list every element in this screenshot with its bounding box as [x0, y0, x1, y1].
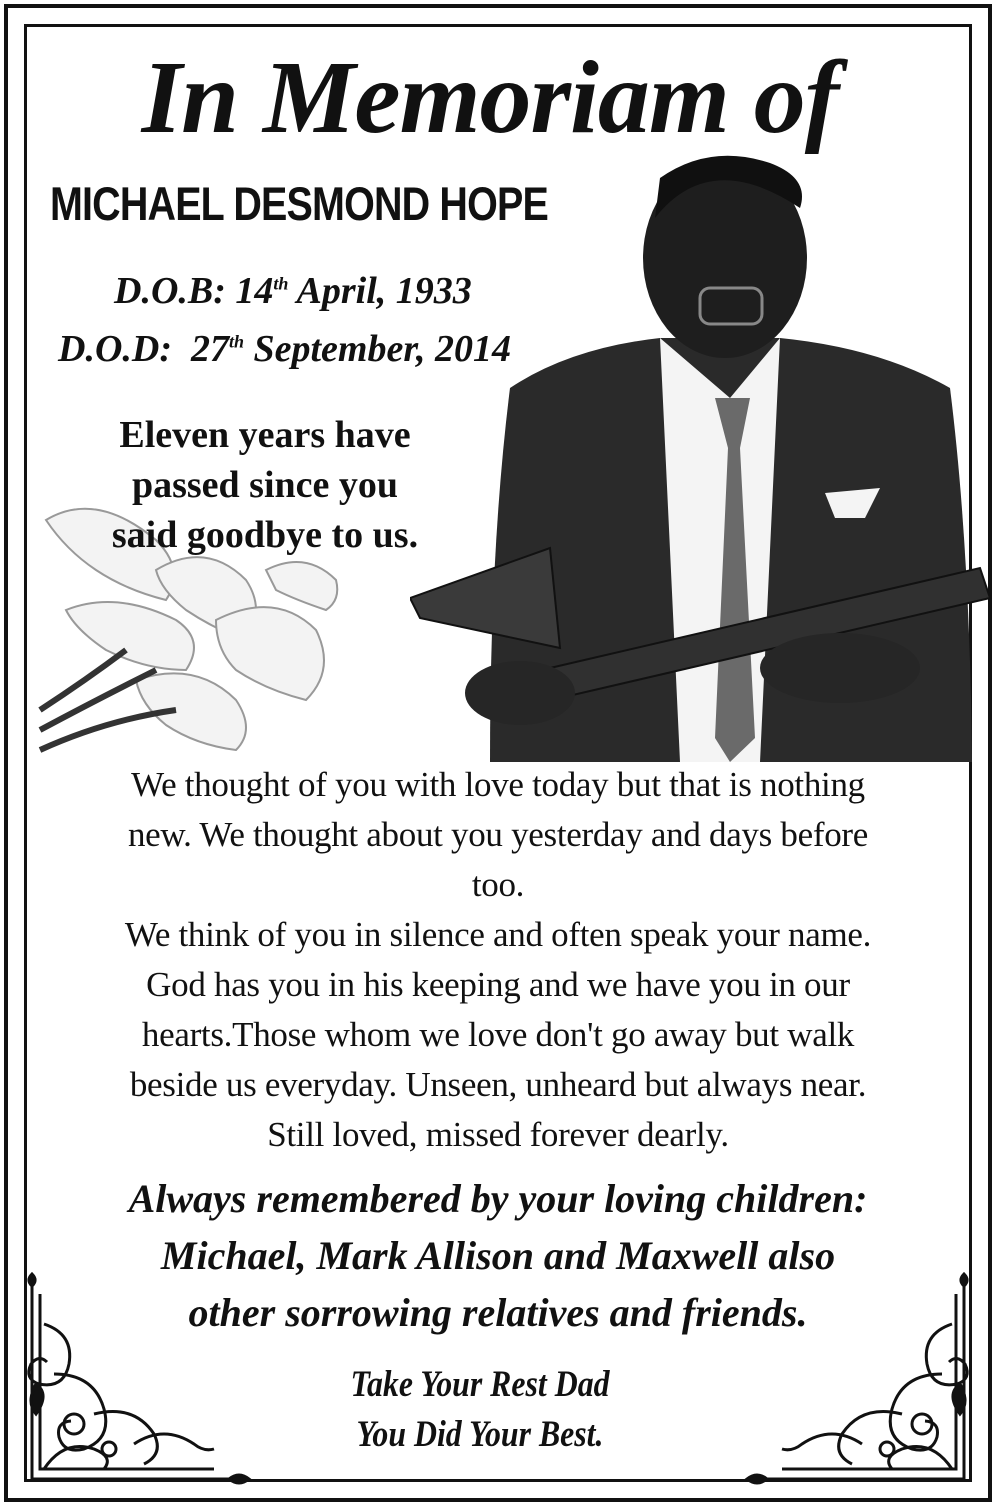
poem-line: beside us everyday. Unseen, unheard but always near.: [129, 1065, 867, 1104]
years-line: passed since you: [131, 464, 399, 506]
poem-line: We thought of you with love today but that is nothing: [131, 765, 865, 804]
page-title: In Memoriam of: [141, 40, 839, 155]
years-line: Eleven years have: [119, 414, 411, 456]
closing-message: [308, 1360, 652, 1460]
date-of-death: [58, 326, 511, 372]
dob-month-year: April, 1933: [296, 270, 472, 312]
dob-day: 14: [235, 270, 274, 312]
poem-line: We think of you in silence and often speak your name.: [124, 915, 872, 954]
remember-line: Michael, Mark Allison and Maxwell also: [160, 1233, 836, 1278]
dob-label: D.O.B:: [114, 270, 226, 312]
dob-day-suffix: th: [273, 273, 289, 294]
poem-line: Still loved, missed forever dearly.: [267, 1115, 729, 1154]
dod-label: D.O.D:: [58, 328, 172, 370]
corner-ornament-right: [742, 1264, 982, 1504]
poem-line: new. We thought about you yesterday and days before: [127, 815, 868, 854]
poem-line: God has you in his keeping and we have you in our: [146, 965, 850, 1004]
remember-line: Always remembered by your loving children:: [128, 1176, 868, 1221]
corner-ornament-left: [14, 1264, 254, 1504]
remember-line: other sorrowing relatives and friends.: [188, 1290, 808, 1335]
memorial-poem: [44, 760, 952, 1160]
date-of-birth: [114, 268, 472, 314]
dod-day-suffix: th: [228, 331, 244, 352]
closing-line: You Did Your Best.: [356, 1414, 604, 1455]
dod-day: 27: [190, 328, 229, 370]
years-passed-message: [60, 410, 470, 560]
closing-line: Take Your Rest Dad: [350, 1364, 610, 1405]
poem-line: hearts.Those whom we love don't go away but walk: [141, 1015, 855, 1054]
dod-month-year: September, 2014: [253, 328, 512, 370]
years-line: said goodbye to us.: [111, 514, 419, 556]
portrait-photo: [410, 148, 992, 762]
deceased-name: MICHAEL DESMOND HOPE: [50, 177, 548, 230]
poem-line: too.: [471, 865, 525, 904]
